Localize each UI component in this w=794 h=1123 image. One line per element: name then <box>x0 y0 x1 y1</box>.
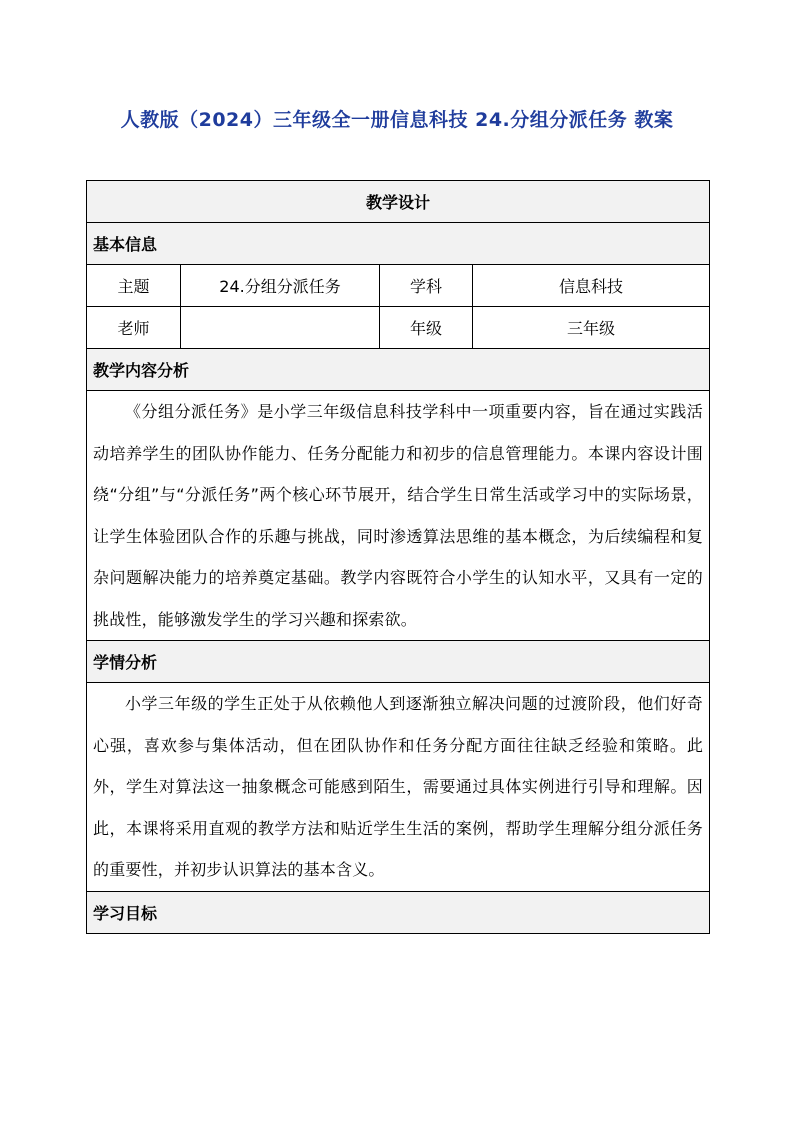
teacher-row <box>87 307 710 349</box>
subject-value: 信息科技 <box>473 265 710 307</box>
student-analysis-text: 小学三年级的学生正处于从依赖他人到逐渐独立解决问题的过渡阶段，他们好奇心强，喜欢参与集体活动，但在团队协作和任务分配方面往往缺乏经验和策略。此外，学生对算法这一抽象概念可能感到陌生，需要通过具体实例进行引导和理解。因此，本课将采用直观的教学方法和贴近学生生活的案例，帮助学生理解分组分派任务的重要性，并初步认识算法的基本含义。 <box>87 683 710 892</box>
content-analysis-header: 教学内容分析 <box>87 349 710 391</box>
basic-info-header-row <box>87 223 710 265</box>
topic-value: 24.分组分派任务 <box>181 265 380 307</box>
topic-row <box>87 265 710 307</box>
design-header-row <box>87 181 710 223</box>
student-analysis-row <box>87 683 710 892</box>
grade-value: 三年级 <box>473 307 710 349</box>
objectives-header-row <box>87 891 710 933</box>
design-header: 教学设计 <box>87 181 710 223</box>
content-analysis-row <box>87 391 710 641</box>
teacher-label: 老师 <box>87 307 181 349</box>
student-analysis-header-row <box>87 641 710 683</box>
subject-label: 学科 <box>380 265 473 307</box>
document-title: 人教版（2024）三年级全一册信息科技 24.分组分派任务 教案 <box>120 109 674 131</box>
objectives-header: 学习目标 <box>87 891 710 933</box>
topic-label: 主题 <box>87 265 181 307</box>
teacher-value <box>181 307 380 349</box>
grade-label: 年级 <box>380 307 473 349</box>
lesson-plan-table <box>86 180 710 934</box>
content-analysis-header-row <box>87 349 710 391</box>
student-analysis-header: 学情分析 <box>87 641 710 683</box>
basic-info-header: 基本信息 <box>87 223 710 265</box>
content-analysis-text: 《分组分派任务》是小学三年级信息科技学科中一项重要内容，旨在通过实践活动培养学生的团队协作能力、任务分配能力和初步的信息管理能力。本课内容设计围绕“分组”与“分派任务”两个核心环节展开，结合学生日常生活或学习中的实际场景，让学生体验团队合作的乐趣与挑战，同时渗透算法思维的基本概念，为后续编程和复杂问题解决能力的培养奠定基础。教学内容既符合小学生的认知水平，又具有一定的挑战性，能够激发学生的学习兴趣和探索欲。 <box>87 391 710 641</box>
